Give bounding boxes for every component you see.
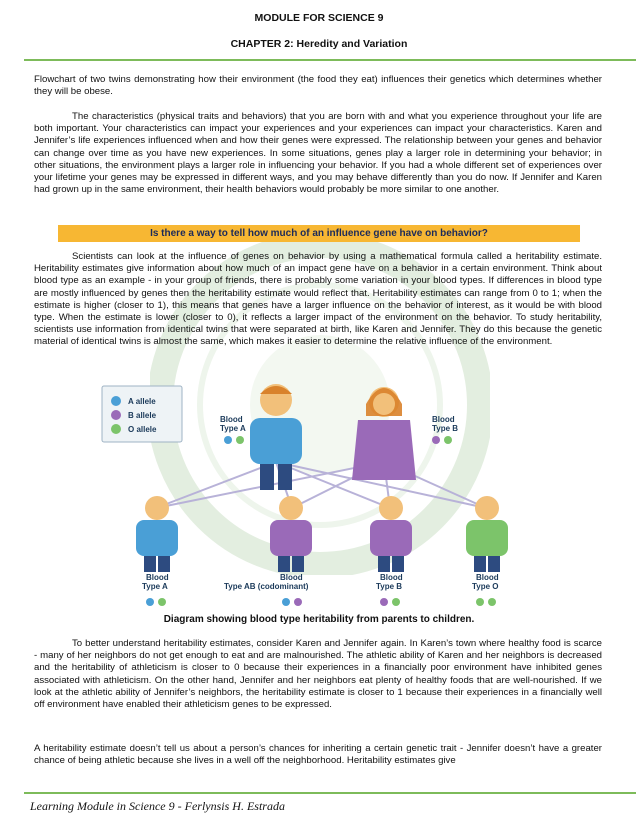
inheritance-lines xyxy=(156,462,486,508)
child-3-figure xyxy=(370,496,412,572)
legend-box xyxy=(102,386,182,442)
mother-figure xyxy=(352,387,416,480)
header-rule xyxy=(24,59,636,61)
module-title: MODULE FOR SCIENCE 9 xyxy=(254,12,384,24)
heritability-paragraph: Scientists can look at the influence of genes on behavior by using a mathematical formula called a heritability estimate. Heritability estimates give information about how much of an impact gene have on a behavior in a certain environment. Think about blood type as an example - in your group of friends, there is probably some variation in your blood types. If differences in blood type are mostly influenced by genes then the heritability estimate would reflect that. Heritability estimates can range from 0 to 1; when the estimate is higher (closer to 1), this means that genes have a larger influence on the behavior of interest, as it would be with blood type. When the estimate is lower (closer to 0), it reflects a larger impact of the environment on the behavior. To study heritability, scientists use information from identical twins that were separated at birth, like Karen and Jennifer. They do this because the genetic material of identical twins is almost the same, which makes it easier to determine the relative influence of the environment. xyxy=(34,251,602,348)
legend-b-label: B allele xyxy=(128,411,157,420)
child-3-label-line2: Type B xyxy=(376,582,403,591)
blood-type-diagram xyxy=(100,380,540,610)
legend-o-dot xyxy=(111,424,121,434)
child-3-label-line1: Blood xyxy=(380,573,403,582)
child-1-label xyxy=(142,573,171,591)
child-2-label-line1: Blood xyxy=(280,573,303,582)
child-1-label-line2: Type A xyxy=(142,582,168,591)
footer-rule xyxy=(24,792,636,794)
legend-a-label: A allele xyxy=(128,397,156,406)
legend-o-label: O allele xyxy=(128,425,157,434)
parent-left-label-line1: Blood xyxy=(220,415,243,424)
chapter-title: CHAPTER 2: Heredity and Variation xyxy=(230,38,408,50)
intro-paragraph: Flowchart of two twins demonstrating how their environment (the food they eat) influences their genetics which determines whether they will be obese. xyxy=(34,74,602,98)
footer-text: Learning Module in Science 9 - Ferlynsis H. Estrada xyxy=(30,799,285,813)
child-1-label-line1: Blood xyxy=(146,573,169,582)
child-4-label-line1: Blood xyxy=(476,573,499,582)
legend-a-dot xyxy=(111,396,121,406)
question-banner: Is there a way to tell how much of an influence gene have on behavior? xyxy=(58,225,580,242)
child-3-label xyxy=(376,573,405,591)
final-paragraph: A heritability estimate doesn’t tell us about a person’s chances for inheriting a certain genetic trait - Jennifer doesn’t have a greater chance of being athletic because she lives in a well off the neighborhood. Heritability estimates give xyxy=(34,743,602,767)
child-2-figure xyxy=(270,496,312,572)
father-figure xyxy=(250,384,302,490)
child-1-figure xyxy=(136,496,178,572)
diagram-caption: Diagram showing blood type heritability from parents to children. xyxy=(163,614,475,625)
characteristics-paragraph: The characteristics (physical traits and behaviors) that you are born with and what you experience throughout your life are both important. Your characteristics can impact your experiences and your experiences can impact your characteristics. Karen and Jennifer’s life experiences influenced when and how their genes were expressed. The relationship between your genes and behavior can change over time as you have new experiences. In some situations, genes play a larger role in determining your behavior; in other situations, the environment plays a larger role in influencing your behavior. If you had a whole different set of experiences over your lifetime your genes may be expressed in different ways, and you may behave differently than you do now. If Jennifer and Karen had grown up in the same environment, their health behaviors would probably be more similar to one another. xyxy=(34,111,602,196)
child-2-label xyxy=(224,573,309,591)
parent-right-label xyxy=(432,415,458,433)
karen-paragraph: To better understand heritability estimates, consider Karen and Jennifer again. In Karen’s town where healthy food is scarce - many of her neighbors do not get enough to eat and are malnourished. The athletic ability of Karen and her neighbors is decreased and the heritability of athleticism is closer to 0 because their experiences in a financially poor environment have inhibited genes associated with athleticism. On the other hand, Jennifer and her neighbors eat plenty of healthy foods that are well-nourished. If we look at the athletic ability of Jennifer’s neighbors, the heritability estimate is closer to 1 because their experiences in a financially well off environment have enabled their athleticism genes to be expressed. xyxy=(34,638,602,711)
parent-right-label-line2: Type B xyxy=(432,424,459,433)
parent-left-label-line2: Type A xyxy=(220,424,246,433)
parent-left-label xyxy=(220,415,246,433)
child-4-figure xyxy=(466,496,508,572)
child-2-label-line2: Type AB (codominant) xyxy=(224,582,309,591)
legend-b-dot xyxy=(111,410,121,420)
parent-right-label-line1: Blood xyxy=(432,415,455,424)
child-4-label-line2: Type O xyxy=(472,582,499,591)
child-4-label xyxy=(472,573,501,591)
